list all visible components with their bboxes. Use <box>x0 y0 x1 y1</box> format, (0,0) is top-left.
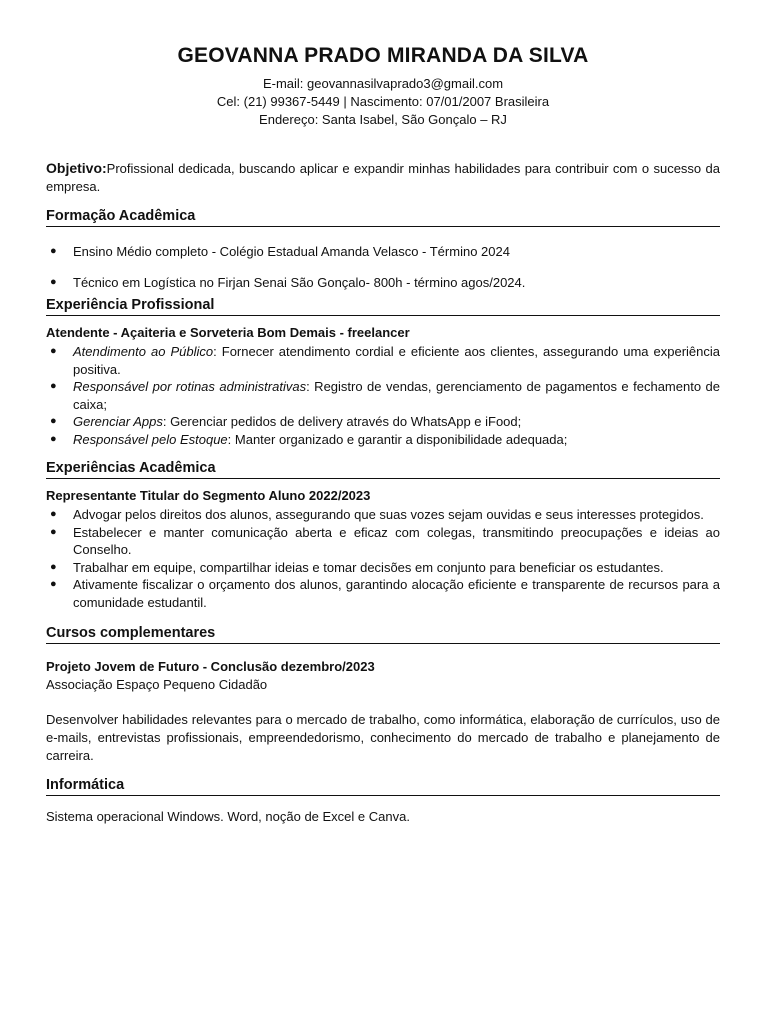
education-section <box>46 208 720 291</box>
computing-text: Sistema operacional Windows. Word, noção de Excel e Canva. <box>46 809 410 824</box>
list-item <box>46 524 720 559</box>
objective-section <box>46 159 720 196</box>
bullet-icon: ● <box>50 415 57 427</box>
academic-title: Experiências Acadêmica <box>46 460 720 479</box>
bullet-icon: ● <box>50 508 57 520</box>
list-item <box>46 378 720 413</box>
bullet-icon: ● <box>50 275 57 288</box>
bullet-icon: ● <box>50 380 57 392</box>
bullet-icon: ● <box>50 525 57 538</box>
experience-item-text: : Gerenciar pedidos de delivery através do WhatsApp e iFood; <box>162 414 522 429</box>
list-item <box>46 274 720 292</box>
objective-text: Profissional dedicada, buscando aplicar e expandir minhas habilidades para contribuir com o sucesso da empresa. <box>46 161 720 194</box>
course-name: Projeto Jovem de Futuro - Conclusão dezembro/2023 <box>46 659 375 674</box>
computing-title: Informática <box>46 777 720 796</box>
experience-item-text: : Registro de vendas, gerenciamento de pagamentos e fechamento de caixa; <box>73 379 721 412</box>
experience-item-topic: Responsável por rotinas administrativas <box>73 379 307 394</box>
list-item <box>46 576 720 611</box>
list-item <box>46 243 720 261</box>
education-title: Formação Acadêmica <box>46 208 720 227</box>
experience-section <box>46 297 720 448</box>
course-description: Desenvolver habilidades relevantes para o mercado de trabalho, como informática, elaboração de currículos, uso de e-mails, entrevistas profissionais, empreendedorismo, conhecimento do mercado de trabalho e planejamento de carreira. <box>46 712 720 763</box>
experience-list <box>46 343 720 448</box>
bullet-icon: ● <box>50 432 57 445</box>
experience-title: Experiência Profissional <box>46 297 720 316</box>
academic-section <box>46 460 720 611</box>
experience-item-text: : Manter organizado e garantir a disponibilidade adequada; <box>227 431 568 447</box>
list-item <box>46 413 720 431</box>
list-item <box>46 431 720 449</box>
courses-title: Cursos complementares <box>46 625 720 644</box>
course-institution: Associação Espaço Pequeno Cidadão <box>46 677 268 692</box>
candidate-name: GEOVANNA PRADO MIRANDA DA SILVA <box>177 44 589 67</box>
bullet-icon: ● <box>50 245 57 257</box>
academic-role: Representante Titular do Segmento Aluno 2022/2023 <box>46 488 371 503</box>
list-item <box>46 343 720 378</box>
academic-list <box>46 506 720 611</box>
academic-item-text: Trabalhar em equipe, compartilhar ideias e tomar decisões em conjunto para beneficiar os estudantes. <box>73 559 664 575</box>
bullet-icon: ● <box>50 560 57 573</box>
courses-section <box>46 625 720 765</box>
list-item <box>46 559 720 577</box>
academic-item-text: Advogar pelos direitos dos alunos, assegurando que suas vozes sejam ouvidas e seus interesses protegidos. <box>73 507 704 522</box>
bullet-icon: ● <box>50 578 57 590</box>
experience-item-topic: Gerenciar Apps <box>73 414 163 429</box>
bullet-icon: ● <box>50 345 57 357</box>
objective-label: Objetivo: <box>46 160 107 176</box>
computing-section <box>46 777 720 826</box>
academic-item-text: Estabelecer e manter comunicação aberta e eficaz com colegas, transmitindo preocupações e ideias ao Conselho. <box>73 524 720 557</box>
education-item-text: Ensino Médio completo - Colégio Estadual Amanda Velasco - Término 2024 <box>73 244 510 259</box>
experience-item-text: : Fornecer atendimento cordial e eficiente aos clientes, assegurando uma experiência positiva. <box>73 344 720 377</box>
education-list <box>46 243 720 291</box>
list-item <box>46 506 720 524</box>
academic-item-text: Ativamente fiscalizar o orçamento dos alunos, garantindo alocação eficiente e transparente de recursos para a comunidade estudantil. <box>73 577 720 610</box>
experience-item-topic: Responsável pelo Estoque <box>73 431 228 447</box>
phone-birth-line: Cel: (21) 99367-5449 | Nascimento: 07/01/2007 Brasileira <box>216 94 550 109</box>
email-line: E-mail: geovannasilvaprado3@gmail.com <box>262 76 504 91</box>
resume-header <box>46 44 720 129</box>
address-line: Endereço: Santa Isabel, São Gonçalo – RJ <box>259 112 507 127</box>
education-item-text: Técnico em Logística no Firjan Senai São Gonçalo- 800h - término agos/2024. <box>73 274 526 290</box>
experience-role: Atendente - Açaiteria e Sorveteria Bom Demais - freelancer <box>46 325 410 340</box>
experience-item-topic: Atendimento ao Público <box>73 344 214 359</box>
